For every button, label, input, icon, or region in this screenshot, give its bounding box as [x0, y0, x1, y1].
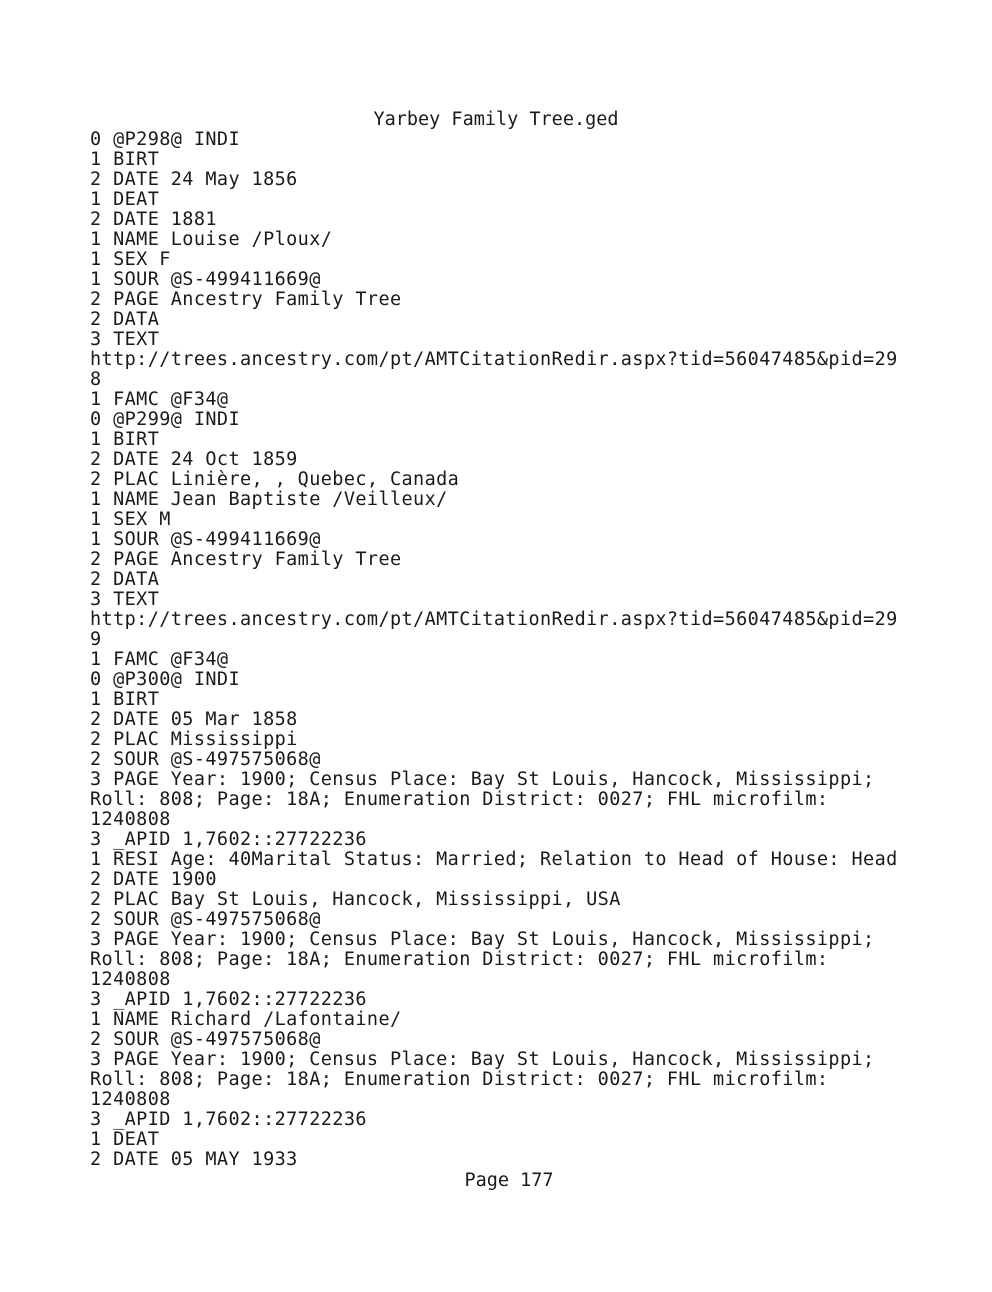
gedcom-line: 2 SOUR @S-497575068@	[90, 1029, 321, 1050]
gedcom-line: 2 PAGE Ancestry Family Tree	[90, 549, 402, 570]
gedcom-line: 2 DATE 1881	[90, 209, 217, 230]
gedcom-line: 3 PAGE Year: 1900; Census Place: Bay St Louis, Hancock, Mississippi;	[90, 1049, 875, 1070]
gedcom-line: 2 DATE 05 MAY 1933	[90, 1149, 298, 1170]
gedcom-line: 2 SOUR @S-497575068@	[90, 909, 321, 930]
gedcom-line: http://trees.ancestry.com/pt/AMTCitationRedir.aspx?tid=56047485&pid=29	[90, 349, 898, 370]
gedcom-body	[90, 130, 950, 1170]
gedcom-line: 2 DATE 24 Oct 1859	[90, 449, 298, 470]
gedcom-line: 3 _APID 1,7602::27722236	[90, 829, 367, 850]
gedcom-line: 1 NAME Richard /Lafontaine/	[90, 1009, 402, 1030]
gedcom-line: 1 DEAT	[90, 1129, 160, 1150]
gedcom-line: 1 SOUR @S-499411669@	[90, 529, 321, 550]
gedcom-line: 1 SEX F	[90, 249, 171, 270]
gedcom-line: 1 SEX M	[90, 509, 171, 530]
gedcom-line: 1 BIRT	[90, 689, 160, 710]
gedcom-line: 1240808	[90, 969, 171, 990]
gedcom-line: 2 DATE 1900	[90, 869, 217, 890]
gedcom-line: 8	[90, 369, 102, 390]
document-title: Yarbey Family Tree.ged	[373, 109, 619, 130]
gedcom-line: 0 @P299@ INDI	[90, 409, 240, 430]
gedcom-line: Roll: 808; Page: 18A; Enumeration District: 0027; FHL microfilm:	[90, 789, 829, 810]
gedcom-line: http://trees.ancestry.com/pt/AMTCitationRedir.aspx?tid=56047485&pid=29	[90, 609, 898, 630]
gedcom-line: 3 TEXT	[90, 589, 160, 610]
gedcom-line: 1 RESI Age: 40Marital Status: Married; Relation to Head of House: Head	[90, 849, 898, 870]
page-number: Page 177	[464, 1170, 554, 1191]
gedcom-line: 2 SOUR @S-497575068@	[90, 749, 321, 770]
gedcom-line: 3 PAGE Year: 1900; Census Place: Bay St Louis, Hancock, Mississippi;	[90, 769, 875, 790]
gedcom-line: 1 BIRT	[90, 149, 160, 170]
gedcom-line: 1240808	[90, 809, 171, 830]
gedcom-line: 2 DATA	[90, 569, 160, 590]
gedcom-line: 2 PLAC Mississippi	[90, 729, 298, 750]
gedcom-line: 2 DATE 05 Mar 1858	[90, 709, 298, 730]
gedcom-line: 2 PLAC Bay St Louis, Hancock, Mississippi, USA	[90, 889, 621, 910]
gedcom-line: 2 PLAC Linière, , Quebec, Canada	[90, 469, 460, 490]
gedcom-line: 3 TEXT	[90, 329, 160, 350]
gedcom-line: 1 NAME Louise /Ploux/	[90, 229, 333, 250]
gedcom-line: 1 DEAT	[90, 189, 160, 210]
gedcom-line: 3 _APID 1,7602::27722236	[90, 989, 367, 1010]
gedcom-line: 1240808	[90, 1089, 171, 1110]
gedcom-line: Roll: 808; Page: 18A; Enumeration District: 0027; FHL microfilm:	[90, 1069, 829, 1090]
gedcom-line: 9	[90, 629, 102, 650]
gedcom-line: 1 BIRT	[90, 429, 160, 450]
gedcom-line: 1 NAME Jean Baptiste /Veilleux/	[90, 489, 448, 510]
gedcom-line: 3 _APID 1,7602::27722236	[90, 1109, 367, 1130]
gedcom-line: 3 PAGE Year: 1900; Census Place: Bay St Louis, Hancock, Mississippi;	[90, 929, 875, 950]
gedcom-line: 1 FAMC @F34@	[90, 649, 229, 670]
gedcom-line: Roll: 808; Page: 18A; Enumeration District: 0027; FHL microfilm:	[90, 949, 829, 970]
gedcom-line: 2 DATE 24 May 1856	[90, 169, 298, 190]
gedcom-line: 0 @P300@ INDI	[90, 669, 240, 690]
gedcom-line: 2 PAGE Ancestry Family Tree	[90, 289, 402, 310]
gedcom-line: 1 FAMC @F34@	[90, 389, 229, 410]
gedcom-line: 1 SOUR @S-499411669@	[90, 269, 321, 290]
gedcom-line: 0 @P298@ INDI	[90, 129, 240, 150]
gedcom-line: 2 DATA	[90, 309, 160, 330]
